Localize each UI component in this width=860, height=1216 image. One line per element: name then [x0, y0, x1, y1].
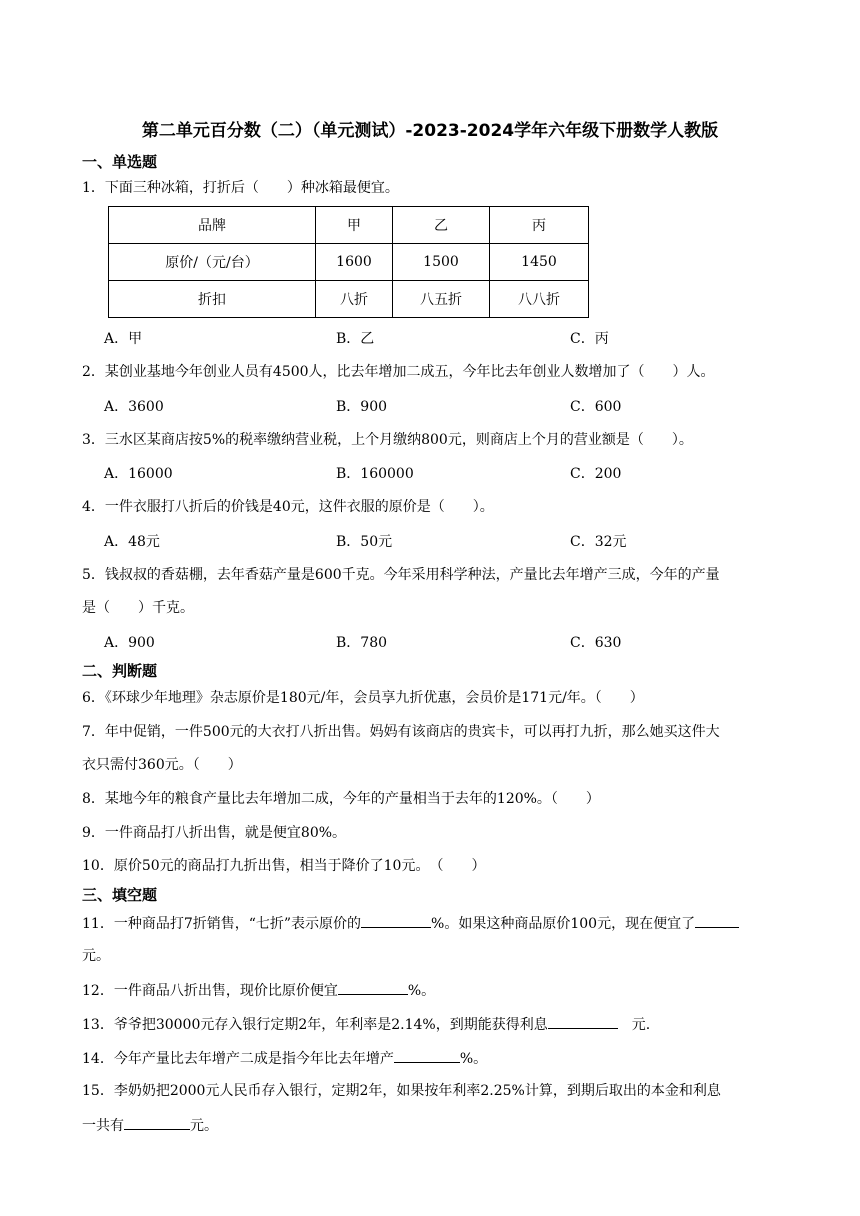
- table-cell: 甲: [316, 207, 393, 244]
- question-1-options: [104, 328, 804, 348]
- question-6: 6．《环球少年地理》杂志原价是180元/年，会员享九折优惠，会员价是171元/年。（ ）: [82, 690, 644, 706]
- option-c[interactable]: C．200: [570, 466, 622, 482]
- question-2-options: [104, 396, 804, 416]
- table-row: [109, 207, 589, 244]
- question-text: 元.: [617, 1017, 651, 1033]
- question-2: 2．某创业基地今年创业人员有4500人，比去年增加二成五，今年比去年创业人数增加了（ ）人。: [82, 364, 715, 380]
- question-text: %。: [459, 1051, 488, 1067]
- question-10: 10．原价50元的商品打九折出售，相当于降价了10元。 （ ）: [82, 858, 486, 874]
- question-1: 1．下面三种冰箱，打折后（ ）种冰箱最便宜。: [82, 180, 399, 196]
- option-c[interactable]: C．630: [570, 635, 622, 651]
- option-a[interactable]: A．甲: [104, 331, 143, 347]
- question-5-line-1: 5．钱叔叔的香菇棚，去年香菇产量是600千克。今年采用科学种法，产量比去年增产三成，今年的产量: [82, 567, 720, 583]
- fridge-price-table: [108, 206, 589, 318]
- section-heading-single-choice: 一、单选题: [82, 153, 158, 171]
- option-c[interactable]: C．丙: [570, 331, 609, 347]
- question-4-options: [104, 531, 804, 551]
- answer-blank[interactable]: [394, 1048, 460, 1063]
- question-7-line-2: 衣只需付360元。（ ）: [82, 757, 242, 773]
- question-text: %。如果这种商品原价100元，现在便宜了: [431, 916, 696, 932]
- question-15-line-2: [82, 1115, 218, 1136]
- question-3: 3．三水区某商店按5%的税率缴纳营业税，上个月缴纳800元，则商店上个月的营业额是（ ）。: [82, 432, 693, 448]
- table-cell: 丙: [490, 207, 589, 244]
- question-7-line-1: 7．年中促销，一件500元的大衣打八折出售。妈妈有该商店的贵宾卡，可以再打九折，那么她买这件大: [82, 724, 720, 740]
- question-5-options: [104, 632, 804, 652]
- option-a[interactable]: A．900: [104, 635, 155, 651]
- section-heading-true-false: 二、判断题: [82, 662, 158, 680]
- question-text: 14．今年产量比去年增产二成是指今年比去年增产: [82, 1051, 394, 1067]
- section-heading-fill-blank: 三、填空题: [82, 886, 158, 904]
- question-text: 13．爷爷把30000元存入银行定期2年，年利率是2.14%，到期能获得利息: [82, 1017, 548, 1033]
- option-c[interactable]: C．32元: [570, 534, 627, 550]
- table-cell: 八折: [316, 281, 393, 318]
- option-a[interactable]: A．3600: [104, 399, 164, 415]
- answer-blank[interactable]: [338, 980, 408, 995]
- table-cell: 品牌: [109, 207, 316, 244]
- table-cell: 折扣: [109, 281, 316, 318]
- table-cell: 1450: [490, 244, 589, 281]
- question-3-options: [104, 463, 804, 483]
- answer-blank[interactable]: [124, 1115, 190, 1130]
- table-cell: 乙: [393, 207, 490, 244]
- question-text: 一共有: [82, 1118, 124, 1134]
- question-9: 9．一件商品打八折出售，就是便宜80%。: [82, 825, 347, 841]
- option-b[interactable]: B．780: [336, 635, 388, 651]
- table-cell: 八八折: [490, 281, 589, 318]
- question-15-line-1: 15．李奶奶把2000元人民币存入银行，定期2年，如果按年利率2.25%计算，到期后取出的本金和利息: [82, 1083, 721, 1099]
- question-text: 12．一件商品八折出售，现价比原价便宜: [82, 983, 338, 999]
- answer-blank[interactable]: [548, 1014, 618, 1029]
- question-13: [82, 1014, 650, 1035]
- question-12: [82, 980, 435, 1001]
- option-b[interactable]: B．50元: [336, 534, 393, 550]
- question-14: [82, 1048, 487, 1069]
- option-a[interactable]: A．48元: [104, 534, 160, 550]
- option-b[interactable]: B．乙: [336, 331, 375, 347]
- answer-blank[interactable]: [361, 913, 431, 928]
- question-text: 11．一种商品打7折销售，“七折”表示原价的: [82, 916, 362, 932]
- question-text: 元。: [190, 1118, 218, 1134]
- table-row: [109, 281, 589, 318]
- question-11: [82, 913, 739, 934]
- table-row: [109, 244, 589, 281]
- option-b[interactable]: B．160000: [336, 466, 414, 482]
- table-cell: 原价/（元/台）: [109, 244, 316, 281]
- question-4: 4．一件衣服打八折后的价钱是40元，这件衣服的原价是（ ）。: [82, 499, 494, 515]
- table-cell: 1600: [316, 244, 393, 281]
- option-b[interactable]: B．900: [336, 399, 388, 415]
- option-c[interactable]: C．600: [570, 399, 622, 415]
- question-5-line-2: 是（ ）千克。: [82, 600, 194, 616]
- answer-blank[interactable]: [695, 913, 739, 928]
- question-text: %。: [407, 983, 436, 999]
- table-cell: 1500: [393, 244, 490, 281]
- page-title: 第二单元百分数（二）（单元测试）-2023-2024学年六年级下册数学人教版: [141, 121, 719, 141]
- question-11-line-2: 元。: [82, 948, 110, 964]
- table-cell: 八五折: [393, 281, 490, 318]
- question-8: 8．某地今年的粮食产量比去年增加二成，今年的产量相当于去年的120%。（ ）: [82, 791, 600, 807]
- option-a[interactable]: A．16000: [104, 466, 173, 482]
